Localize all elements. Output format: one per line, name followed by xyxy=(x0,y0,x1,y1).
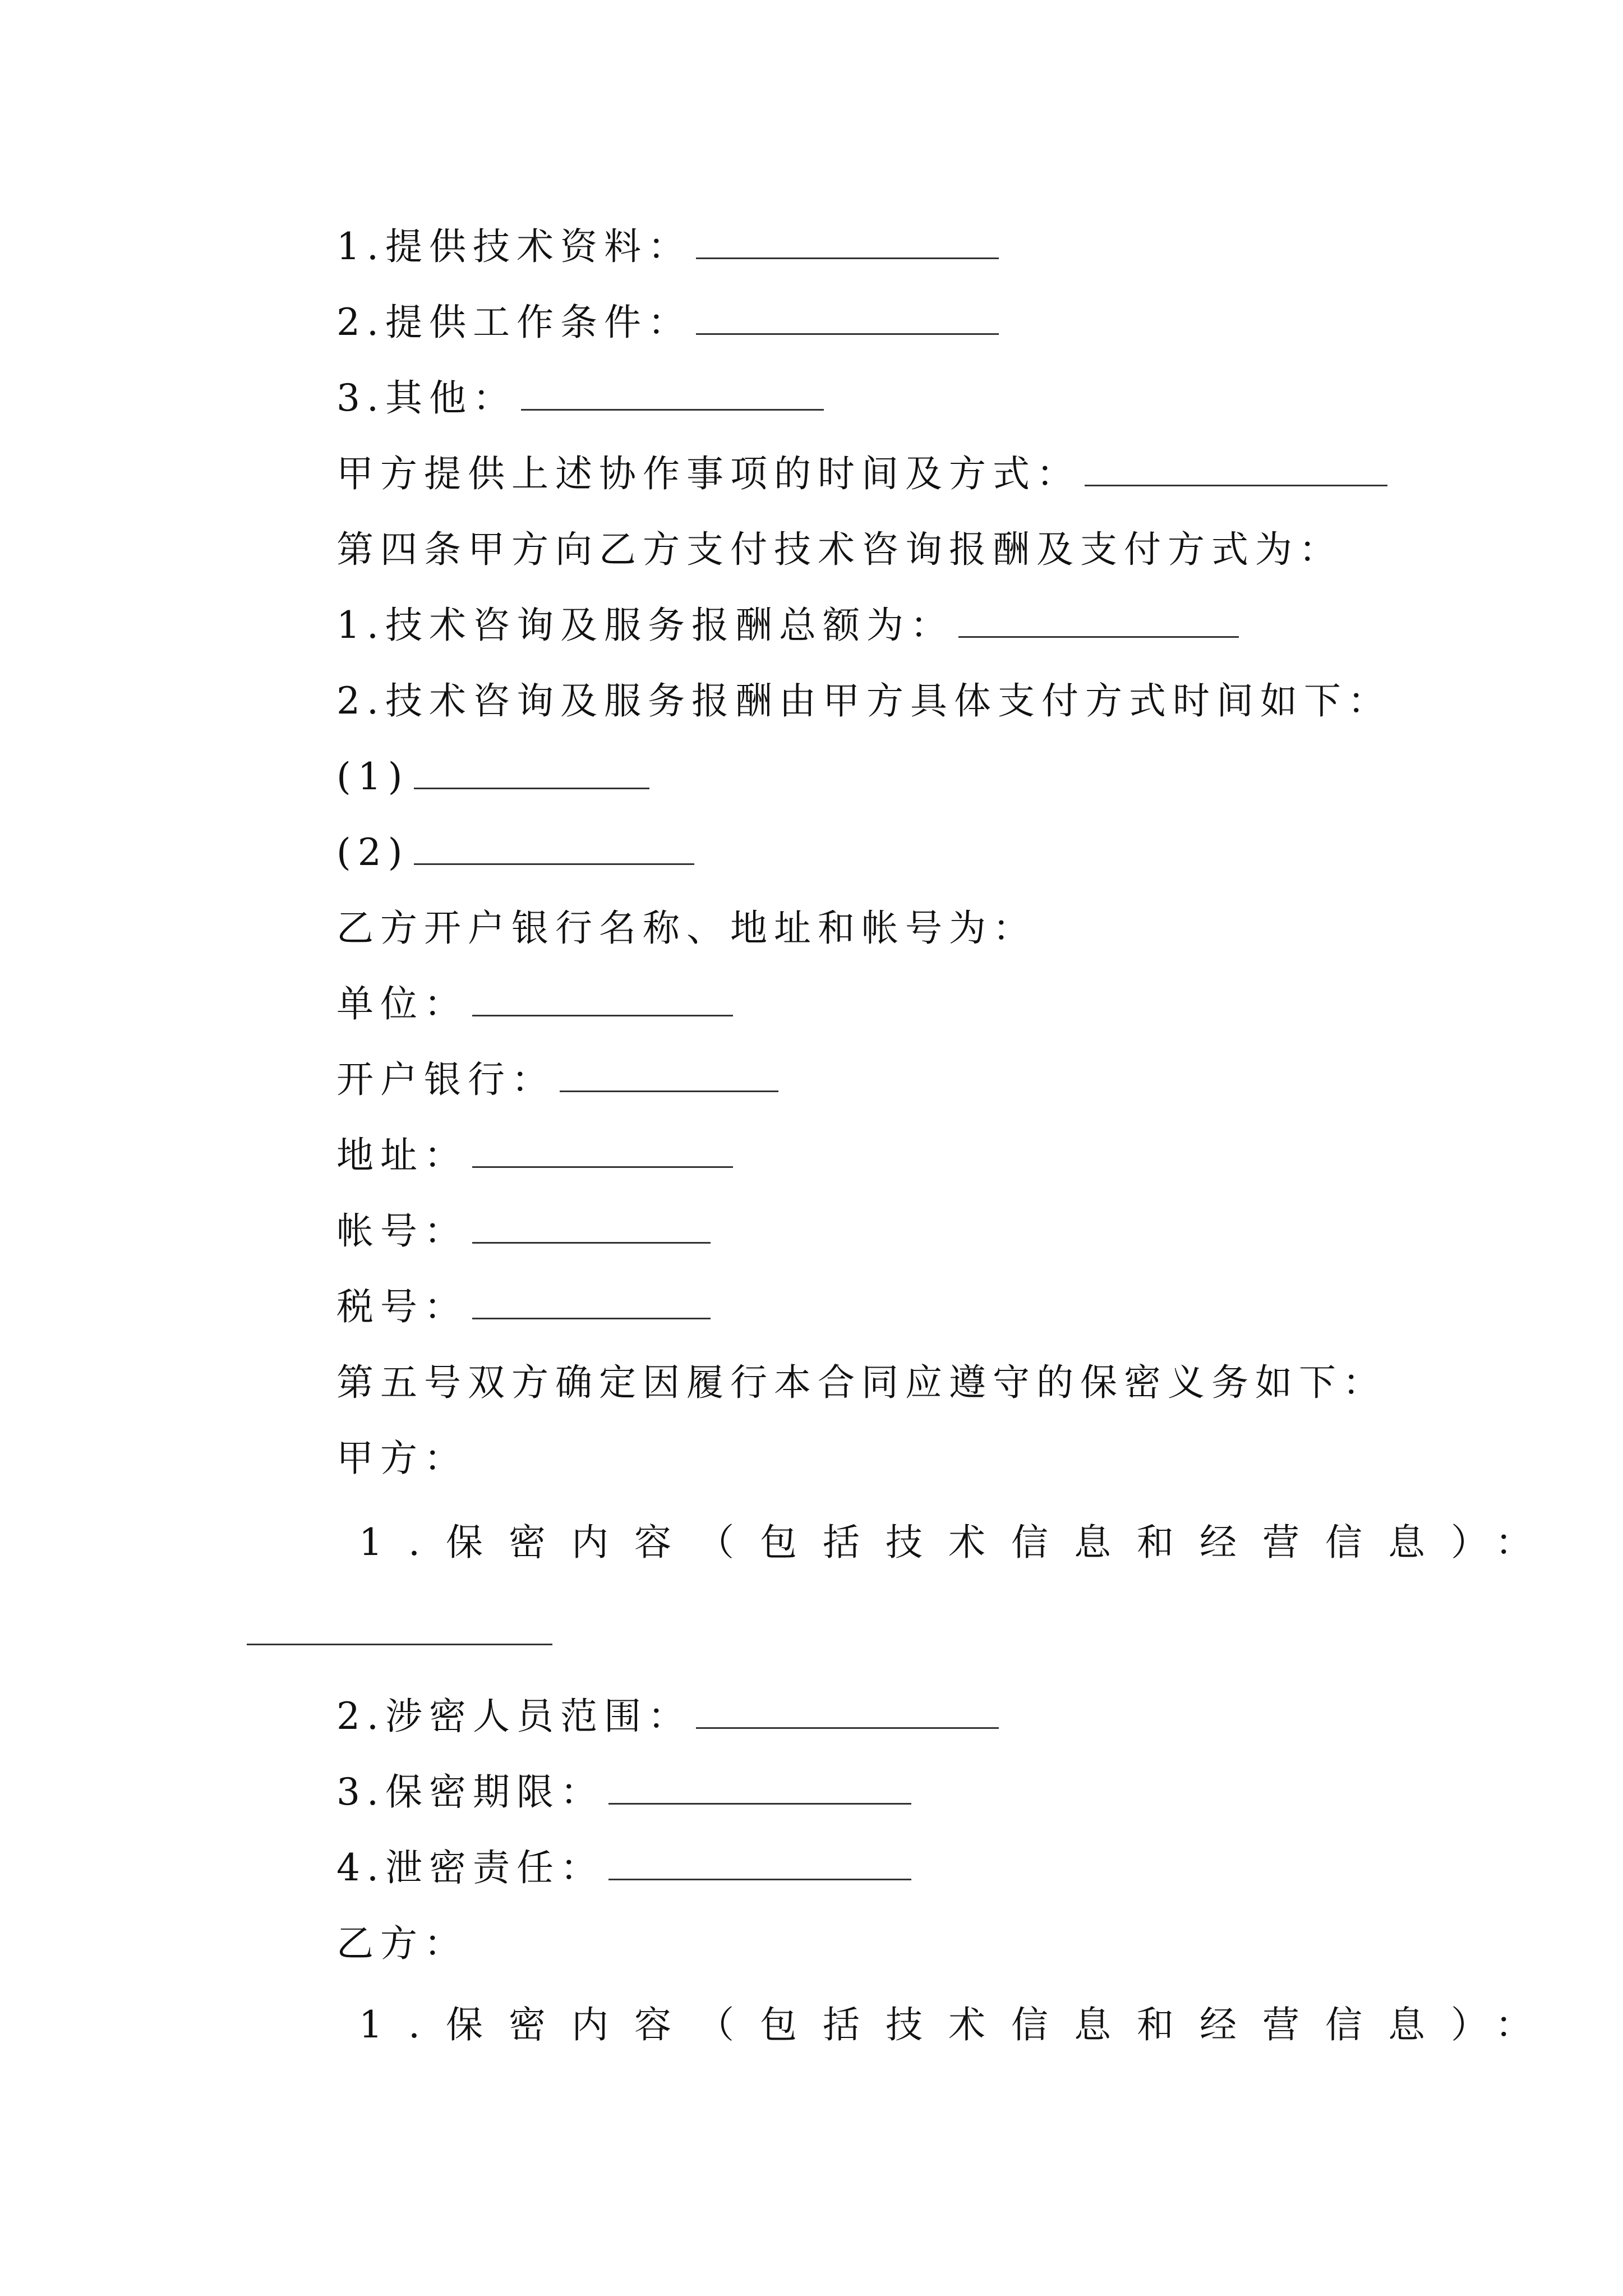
line-payment-item-2 xyxy=(336,819,694,886)
line-party-a-liability xyxy=(336,1834,911,1902)
line-text: 开户银行： xyxy=(336,1058,555,1101)
line-text: 1.技术咨询及服务报酬总额为： xyxy=(336,604,954,647)
fill-blank xyxy=(472,1205,711,1244)
line-text: 第四条甲方向乙方支付技术咨询报酬及支付方式为： xyxy=(336,528,1343,571)
fill-blank xyxy=(608,1842,911,1880)
line-payment-method xyxy=(336,668,1391,735)
line-text: 1.提供技术资料： xyxy=(336,225,691,268)
line-cooperation-time xyxy=(336,440,1387,508)
fill-blank xyxy=(414,826,694,865)
fill-blank xyxy=(472,1281,711,1319)
fill-blank xyxy=(696,220,999,259)
line-tech-materials xyxy=(336,213,999,280)
line-text: 单位： xyxy=(336,982,468,1025)
line-party-a-personnel xyxy=(336,1683,999,1750)
line-bank-info-heading xyxy=(336,895,1036,962)
line-party-a-confidential-content xyxy=(359,1509,1558,1576)
line-text: 第五号双方确定因履行本合同应遵守的保密义务如下： xyxy=(336,1361,1386,1404)
line-text: 2.提供工作条件： xyxy=(336,301,691,344)
line-text: 乙方： xyxy=(336,1922,468,1965)
line-payment-item-1 xyxy=(336,743,649,811)
line-text: 1.保密内容（包括技术信息和经营信息）： xyxy=(359,1521,1558,1564)
line-text: 乙方开户银行名称、地址和帐号为： xyxy=(336,907,1036,950)
fill-blank xyxy=(521,372,824,411)
fill-blank xyxy=(608,1766,911,1805)
line-text: 甲方提供上述协作事项的时间及方式： xyxy=(336,452,1080,495)
line-article-four xyxy=(336,516,1343,583)
line-work-conditions xyxy=(336,289,999,356)
line-bank xyxy=(336,1046,778,1114)
line-account xyxy=(336,1198,711,1265)
line-text: 2.技术咨询及服务报酬由甲方具体支付方式时间如下： xyxy=(336,679,1391,723)
line-unit xyxy=(336,970,733,1038)
fill-blank xyxy=(414,751,649,789)
fill-blank xyxy=(560,1053,778,1092)
fill-blank xyxy=(696,296,999,335)
line-text: (1) xyxy=(336,755,409,798)
line-text: (2) xyxy=(336,831,409,874)
fill-blank xyxy=(472,978,733,1016)
line-address xyxy=(336,1122,733,1189)
fill-blank xyxy=(472,1129,733,1168)
line-text: 3.保密期限： xyxy=(336,1770,604,1814)
line-text: 1.保密内容（包括技术信息和经营信息）： xyxy=(359,2003,1558,2046)
line-text: 甲方： xyxy=(336,1437,468,1480)
line-text: 4.泄密责任： xyxy=(336,1846,604,1889)
line-text: 帐号： xyxy=(336,1209,468,1253)
line-party-a xyxy=(336,1425,468,1492)
fill-blank xyxy=(958,599,1239,638)
line-text: 2.涉密人员范围： xyxy=(336,1695,691,1738)
line-total-fee xyxy=(336,592,1239,659)
line-article-five xyxy=(336,1349,1386,1416)
line-text: 税号： xyxy=(336,1285,468,1328)
fill-blank xyxy=(1085,448,1387,486)
line-party-a-term xyxy=(336,1759,911,1826)
line-party-b xyxy=(336,1910,468,1977)
fill-blank-confidential-content xyxy=(247,1644,552,1645)
line-party-b-confidential-content xyxy=(359,1991,1558,2059)
line-other xyxy=(336,365,824,432)
line-text: 地址： xyxy=(336,1134,468,1177)
line-tax-number xyxy=(336,1273,711,1341)
line-text: 3.其他： xyxy=(336,376,517,420)
fill-blank xyxy=(696,1690,999,1729)
